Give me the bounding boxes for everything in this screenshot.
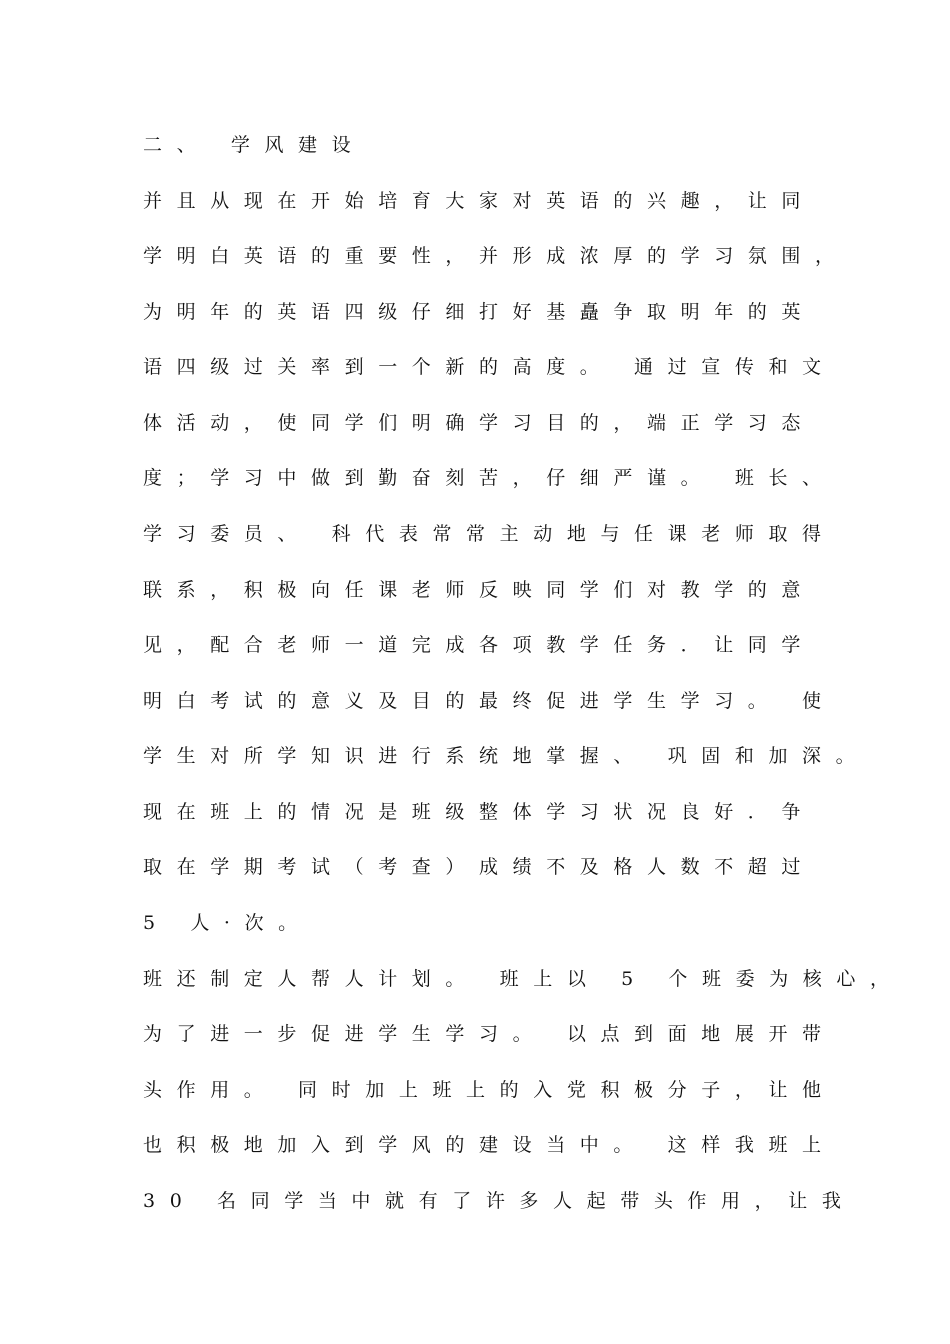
paragraph-line: 为了进一步促进学生学习。 以点到面地展开带	[143, 1023, 836, 1045]
paragraph-line: 学生对所学知识进行系统地掌握、 巩固和加深。	[143, 745, 870, 767]
paragraph-line: 为明年的英语四级仔细打好基矗争取明年的英	[143, 301, 816, 323]
paragraph-line: 见，配合老师一道完成各项教学任务．让同学	[143, 634, 816, 656]
paragraph-line: 30 名同学当中就有了许多人起带头作用，让我	[143, 1190, 856, 1212]
paragraph-line: 5 人·次。	[143, 912, 312, 934]
paragraph-line: 联系，积极向任课老师反映同学们对教学的意	[143, 579, 816, 601]
paragraph-line: 体活动，使同学们明确学习目的，端正学习态	[143, 412, 816, 434]
paragraph-line: 明白考试的意义及目的最终促进学生学习。 使	[143, 690, 836, 712]
paragraph-line: 也积极地加入到学风的建设当中。 这样我班上	[143, 1134, 836, 1156]
paragraph-line: 度；学习中做到勤奋刻苦，仔细严谨。 班长、	[143, 467, 836, 489]
paragraph-line: 现在班上的情况是班级整体学习状况良好．争	[143, 801, 816, 823]
paragraph-line: 班还制定人帮人计划。 班上以 5 个班委为核心，	[143, 968, 904, 990]
paragraph-line: 头作用。 同时加上班上的入党积极分子，让他	[143, 1079, 836, 1101]
paragraph-line: 并且从现在开始培育大家对英语的兴趣，让同	[143, 190, 816, 212]
paragraph-line: 取在学期考试（考查）成绩不及格人数不超过	[143, 856, 816, 878]
paragraph-line: 学习委员、 科代表常常主动地与任课老师取得	[143, 523, 836, 545]
paragraph-line: 语四级过关率到一个新的高度。 通过宣传和文	[143, 356, 836, 378]
section-heading: 二、 学风建设	[143, 134, 366, 156]
paragraph-line: 学明白英语的重要性，并形成浓厚的学习氛围，	[143, 245, 849, 267]
